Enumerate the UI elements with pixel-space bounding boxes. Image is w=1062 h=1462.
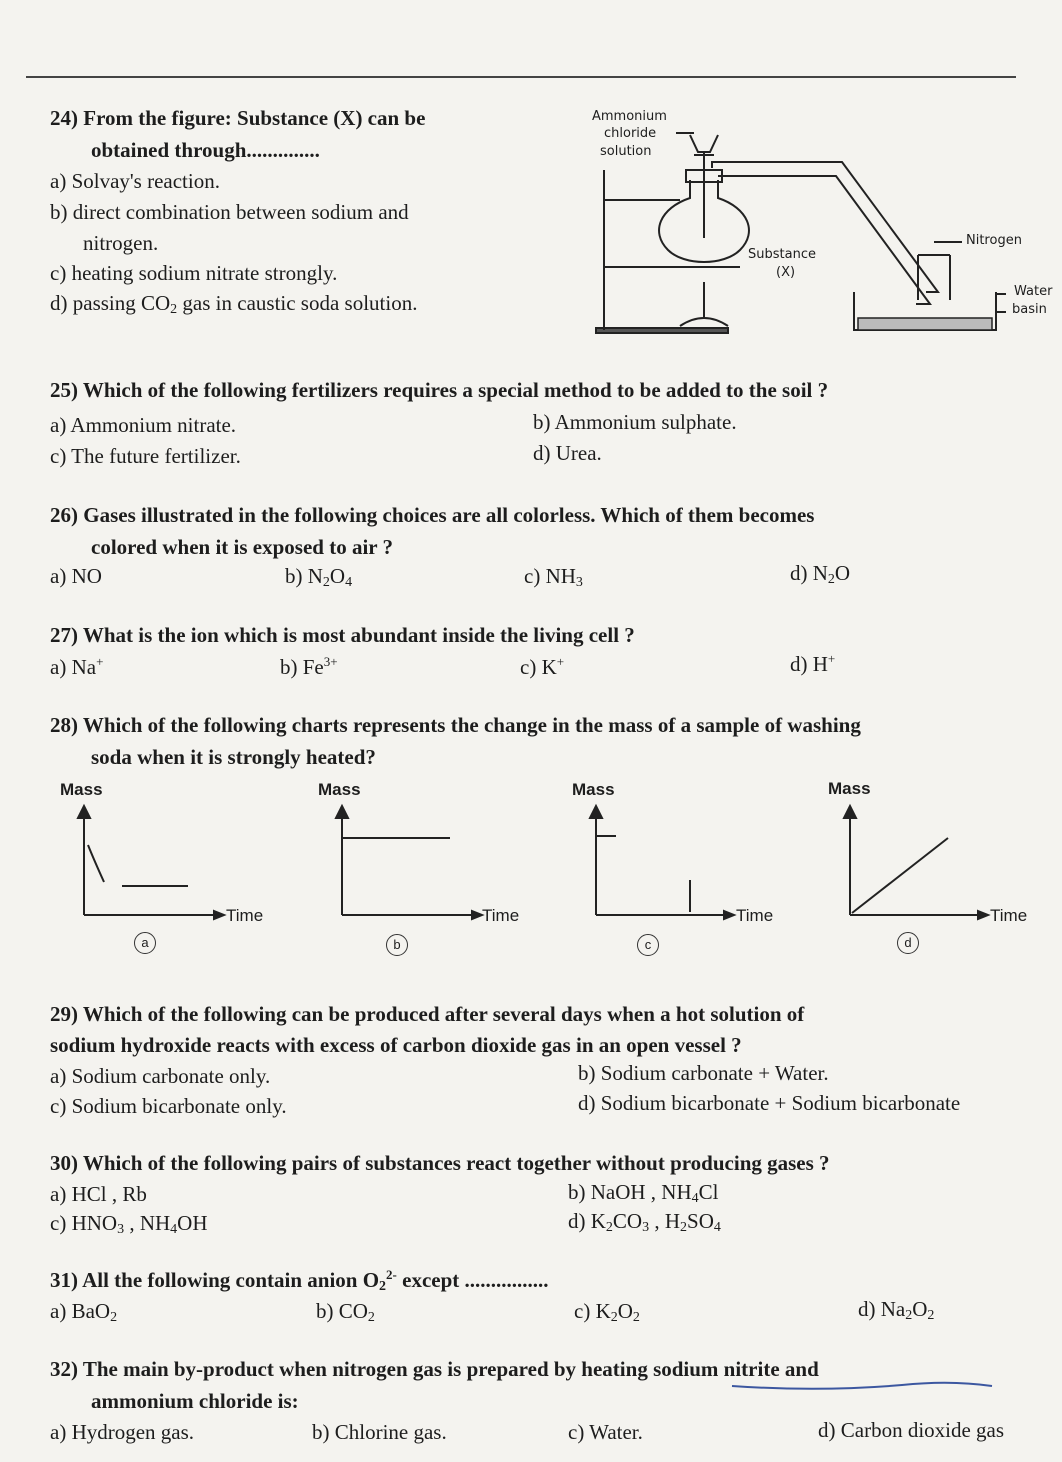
q32-line1: 32) The main by-product when nitrogen gas is prepared by heating sodium nitrite and [50, 1357, 819, 1381]
chart-c-marker[interactable]: c [637, 934, 659, 956]
q26-option-c[interactable]: c) $NH_3$ [524, 564, 583, 590]
chart-d-ylabel: Mass [828, 779, 871, 798]
q31-option-a[interactable]: a) BaO$_2$ [50, 1299, 118, 1325]
q27-option-b[interactable]: b) $Fe^{3+}$ [280, 654, 338, 679]
chart-c-xlabel: Time [736, 906, 774, 925]
q24-line2: obtained through.............. [91, 138, 320, 162]
q28-line1: 28) Which of the following charts represents the change in the mass of a sample of washing [50, 713, 861, 737]
q24-line1: 24) From the figure: Substance (X) can be [50, 106, 426, 130]
q27-option-c[interactable]: c) K+ [520, 654, 565, 679]
q31-option-b[interactable]: b) $CO_2$ [316, 1299, 375, 1325]
chart-b-ylabel: Mass [318, 780, 361, 799]
q25-option-d[interactable]: d) Urea. [533, 441, 602, 465]
chart-b-xlabel: Time [482, 906, 520, 925]
q29-line2: sodium hydroxide reacts with excess of carbon dioxide gas in an open vessel ? [50, 1033, 742, 1057]
q31-option-c[interactable]: c) $K_2O_2$ [574, 1299, 640, 1325]
q32-line2: ammonium chloride is: [91, 1389, 299, 1413]
q30-option-a[interactable]: a) HCl , Rb [50, 1182, 147, 1206]
q26-option-a[interactable]: a) NO [50, 564, 102, 588]
q26-line1: 26) Gases illustrated in the following choices are all colorless. Which of them becomes [50, 503, 815, 527]
q29-line1: 29) Which of the following can be produced after several days when a hot solution of [50, 1002, 805, 1026]
chart-b-marker[interactable]: b [386, 934, 408, 956]
q25-option-b[interactable]: b) Ammonium sulphate. [533, 410, 737, 434]
chart-d-xlabel: Time [990, 906, 1028, 925]
q27-text: 27) What is the ion which is most abundant inside the living cell ? [50, 623, 635, 647]
q31-option-d[interactable]: d) $Na_2O_2$ [858, 1297, 935, 1323]
q25-option-c[interactable]: c) The future fertilizer. [50, 444, 241, 468]
q26-line2: colored when it is exposed to air ? [91, 535, 393, 559]
q24-option-c[interactable]: c) heating sodium nitrate strongly. [50, 261, 338, 285]
q24-option-b-cont: nitrogen. [83, 231, 159, 255]
q24-option-b[interactable]: b) direct combination between sodium and [50, 200, 409, 224]
q32-option-b[interactable]: b) Chlorine gas. [312, 1420, 447, 1444]
q30-text: 30) Which of the following pairs of substances react together without producing gases ? [50, 1151, 830, 1175]
q27-option-d[interactable]: d) H+ [790, 651, 836, 676]
label-ammonium: Ammonium [592, 109, 667, 124]
q29-option-b[interactable]: b) Sodium carbonate + Water. [578, 1061, 829, 1085]
q26-option-d[interactable]: d) $N_2O$ [790, 561, 851, 587]
label-substance: Substance [748, 247, 816, 262]
q32-option-c[interactable]: c) Water. [568, 1420, 643, 1444]
chart-a-ylabel: Mass [60, 780, 103, 799]
q29-option-a[interactable]: a) Sodium carbonate only. [50, 1064, 271, 1088]
q29-option-d[interactable]: d) Sodium bicarbonate + Sodium bicarbonate [578, 1091, 961, 1115]
q31-text: 31) All the following contain anion $O_2^{2-}$ except ................ [50, 1267, 549, 1294]
label-nitrogen: Nitrogen [966, 233, 1022, 248]
q30-option-c[interactable]: c) $HNO_3$ , $NH_4OH$ [50, 1211, 208, 1237]
q30-option-d[interactable]: d) $K_2CO_3$ , $H_2SO_4$ [568, 1209, 721, 1235]
q26-option-b[interactable]: b) $N_2O_4$ [285, 564, 353, 590]
q25-option-a[interactable]: a) Ammonium nitrate. [50, 413, 237, 437]
chart-d-marker[interactable]: d [897, 932, 919, 954]
label-chloride: chloride [604, 126, 657, 141]
chart-a-marker[interactable]: a [134, 932, 156, 954]
label-solution: solution [600, 144, 652, 159]
q32-option-d[interactable]: d) Carbon dioxide gas [818, 1418, 1005, 1442]
label-basin: basin [1012, 302, 1047, 317]
label-x: (X) [776, 265, 796, 280]
q30-option-b[interactable]: b) NaOH , $NH_4Cl$ [568, 1180, 719, 1206]
label-water: Water [1014, 284, 1053, 299]
q24-option-a[interactable]: a) Solvay's reaction. [50, 169, 220, 193]
q25-text: 25) Which of the following fertilizers requires a special method to be added to the soil ? [50, 378, 829, 402]
q32-option-a[interactable]: a) Hydrogen gas. [50, 1420, 195, 1444]
q24-option-d[interactable]: d) passing $CO_2$ gas in caustic soda solution. [50, 291, 418, 317]
chart-c-ylabel: Mass [572, 780, 615, 799]
chart-a-xlabel: Time [226, 906, 264, 925]
q28-line2: soda when it is strongly heated? [91, 745, 376, 769]
q27-option-a[interactable]: a) Na+ [50, 654, 104, 679]
q29-option-c[interactable]: c) Sodium bicarbonate only. [50, 1094, 287, 1118]
